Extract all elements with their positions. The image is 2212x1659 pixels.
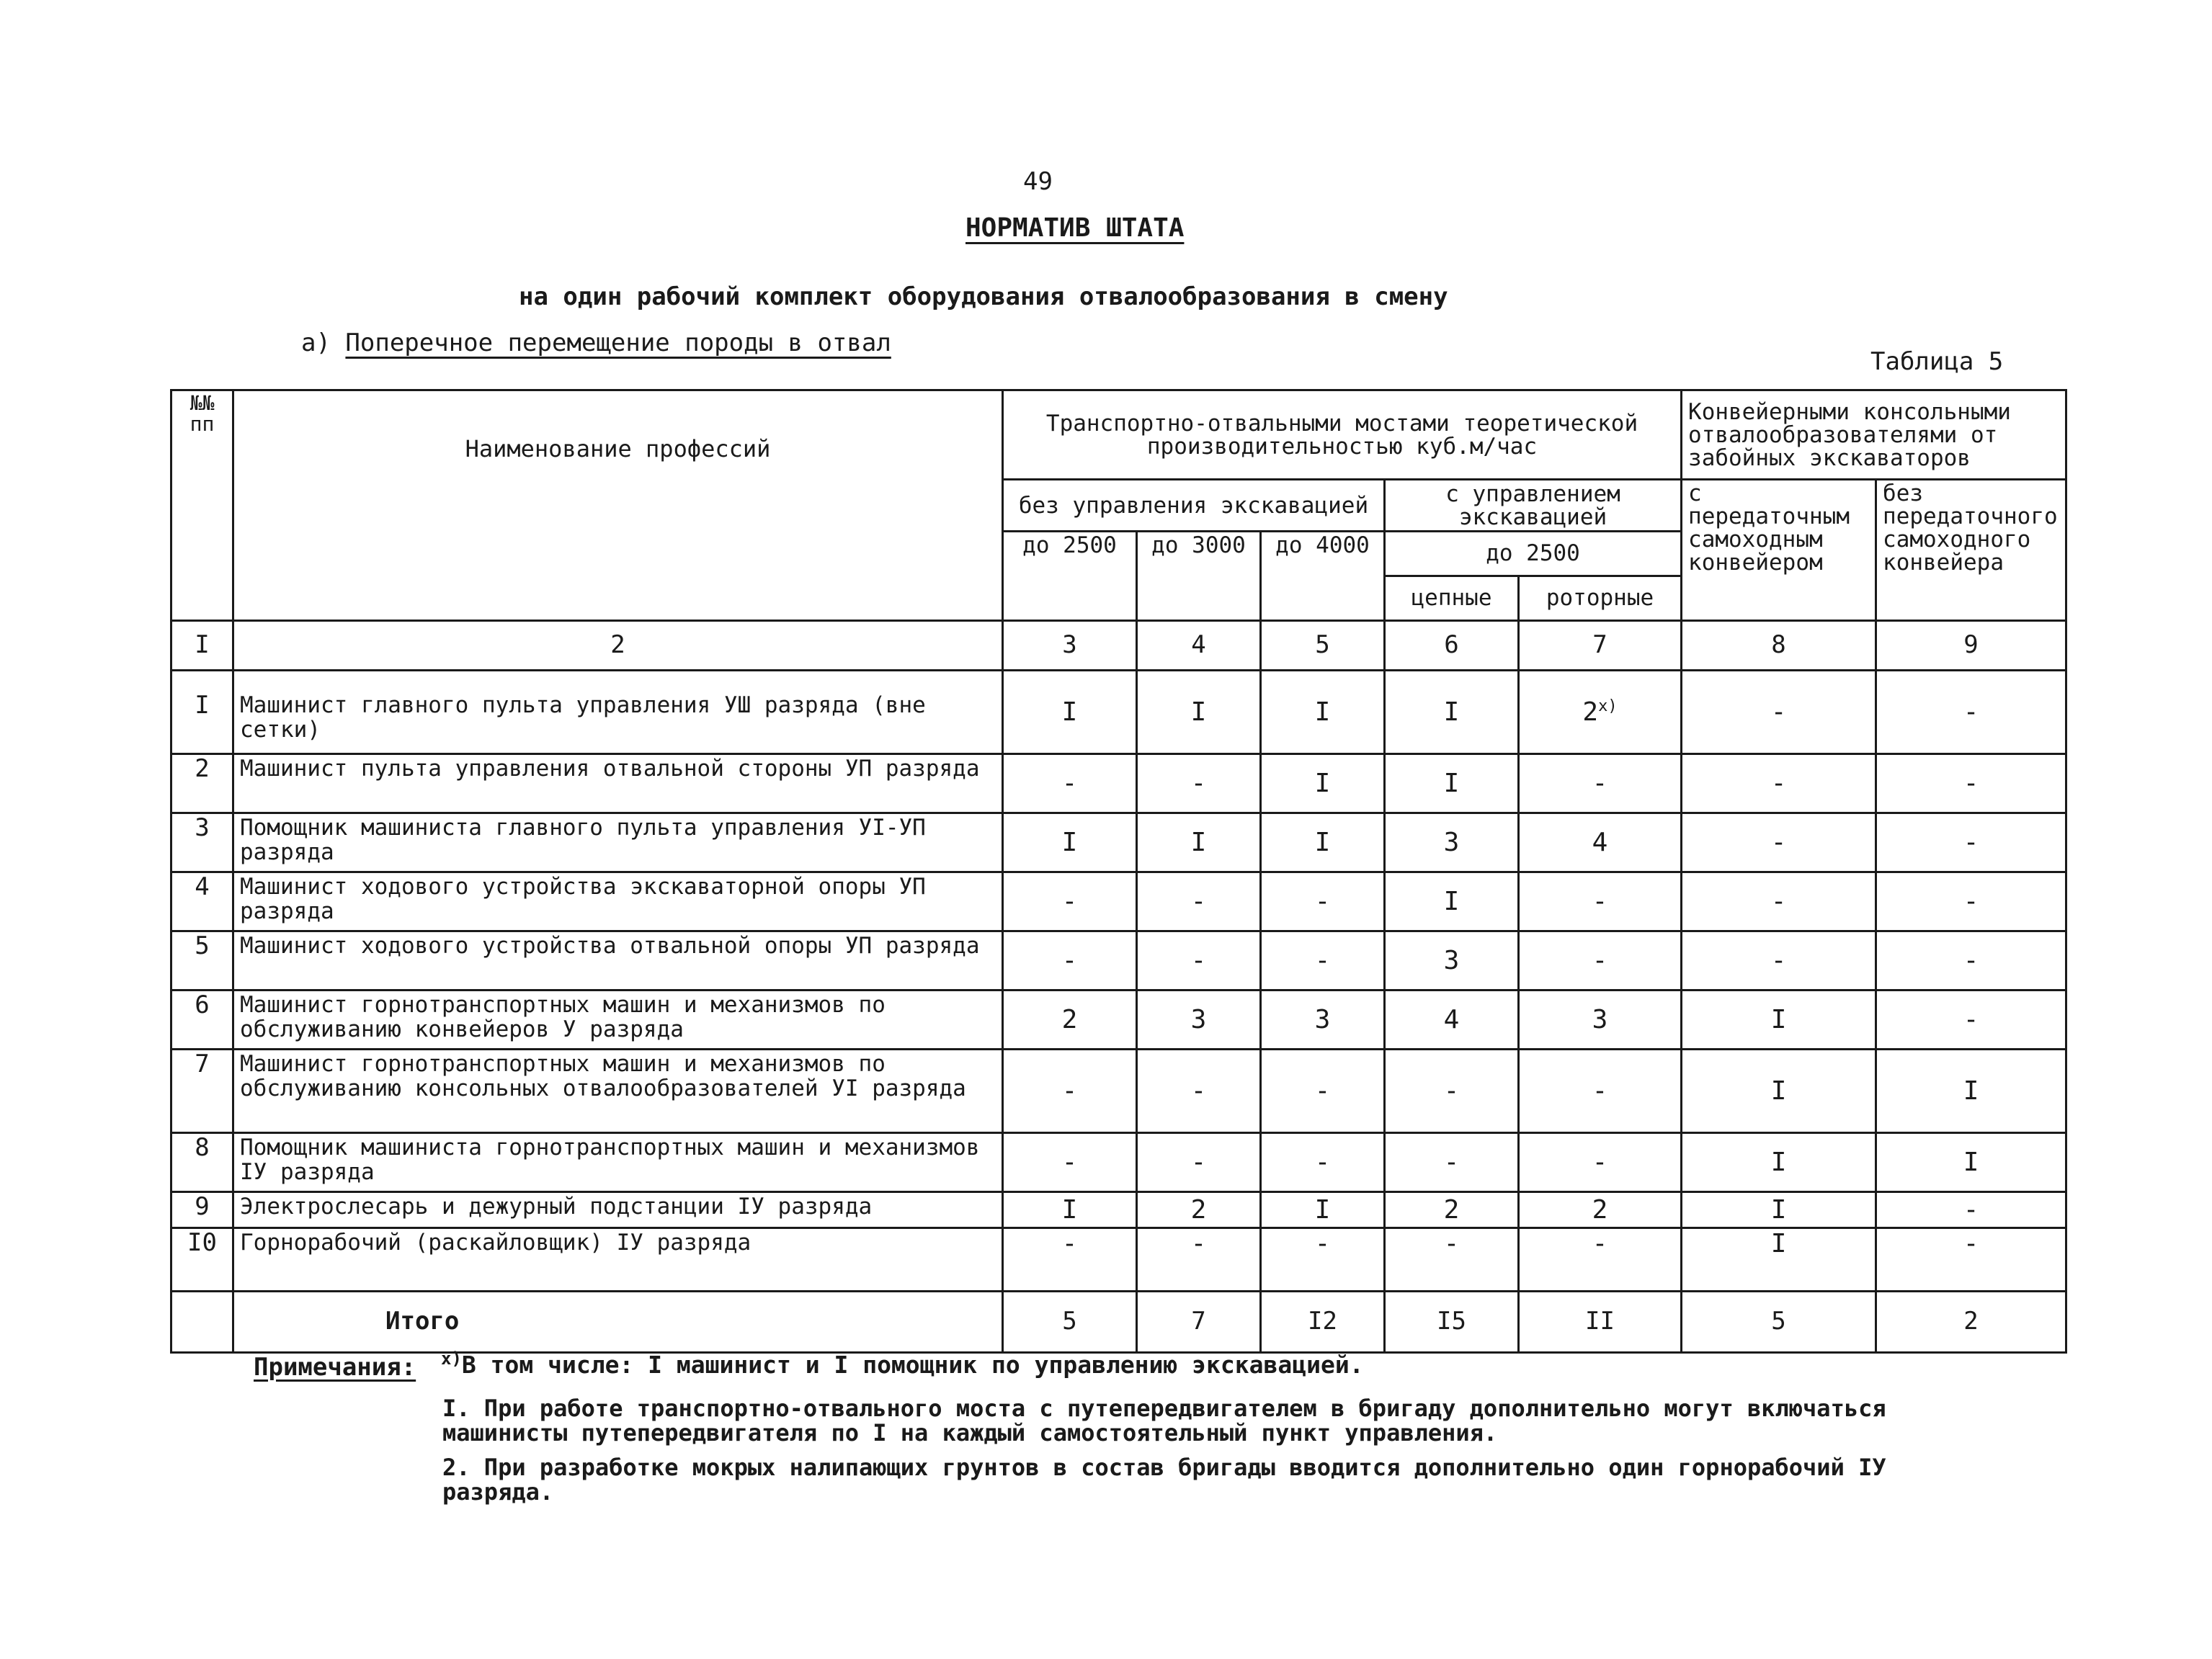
row-number: 2 bbox=[171, 754, 233, 813]
value-cell: - bbox=[1003, 1228, 1137, 1292]
value-cell: 4 bbox=[1385, 991, 1519, 1050]
header-upto-2500: до 2500 bbox=[1003, 532, 1137, 621]
value-cell: I bbox=[1385, 671, 1519, 754]
row-number: 8 bbox=[171, 1133, 233, 1192]
column-number: 6 bbox=[1385, 621, 1519, 671]
value-cell: 3 bbox=[1385, 931, 1519, 991]
total-value: I5 bbox=[1385, 1292, 1519, 1353]
footnote-mark: x) bbox=[1598, 697, 1618, 716]
header-with-control: с управлением экскавацией bbox=[1385, 480, 1682, 532]
page-number: 49 bbox=[1023, 167, 1053, 196]
column-number: 3 bbox=[1003, 621, 1137, 671]
column-number: 7 bbox=[1519, 621, 1682, 671]
value-cell: - bbox=[1876, 931, 2066, 991]
document-subtitle: на один рабочий комплект оборудования отвалообразования в смену bbox=[519, 282, 1448, 311]
value-cell: - bbox=[1876, 872, 2066, 931]
value-cell: - bbox=[1137, 1133, 1261, 1192]
table-row bbox=[171, 754, 2066, 813]
profession-name: Машинист ходового устройства отвальной опоры УП разряда bbox=[233, 931, 1003, 991]
row-number: 4 bbox=[171, 872, 233, 931]
value-cell: - bbox=[1876, 991, 2066, 1050]
value-cell: I bbox=[1261, 1192, 1385, 1228]
value-cell: - bbox=[1261, 931, 1385, 991]
value-cell: I bbox=[1003, 1192, 1137, 1228]
value-cell: I bbox=[1261, 671, 1385, 754]
table-label: Таблица 5 bbox=[1870, 347, 2004, 376]
document-title: НОРМАТИВ ШТАТА bbox=[965, 213, 1185, 243]
value-cell: - bbox=[1519, 1228, 1682, 1292]
total-value: 2 bbox=[1876, 1292, 2066, 1353]
value-cell: I bbox=[1137, 671, 1261, 754]
value-cell: - bbox=[1519, 754, 1682, 813]
table-row bbox=[171, 1228, 2066, 1292]
column-number: I bbox=[171, 621, 233, 671]
header-without-transfer: без передаточного самоходного конвейера bbox=[1876, 480, 2066, 621]
row-number: 6 bbox=[171, 991, 233, 1050]
value-cell: - bbox=[1003, 1133, 1137, 1192]
profession-name: Помощник машиниста главного пульта управления УI-УП разряда bbox=[233, 813, 1003, 872]
note-footnote-text: В том числе: I машинист и I помощник по управлению экскавацией. bbox=[461, 1351, 1364, 1379]
section-prefix: а) bbox=[301, 328, 346, 357]
value-cell: - bbox=[1003, 1050, 1137, 1133]
value-cell: - bbox=[1261, 1133, 1385, 1192]
row-number: 5 bbox=[171, 931, 233, 991]
column-numbers-row bbox=[171, 621, 2066, 671]
value-cell: - bbox=[1385, 1133, 1519, 1192]
value-cell: - bbox=[1682, 872, 1876, 931]
section-heading bbox=[301, 328, 891, 357]
table-row bbox=[171, 813, 2066, 872]
value-cell: I bbox=[1261, 813, 1385, 872]
header-upto-3000: до 3000 bbox=[1137, 532, 1261, 621]
value-cell: I bbox=[1876, 1133, 2066, 1192]
header-with-transfer: с передаточным самоходным конвейером bbox=[1682, 480, 1876, 621]
total-value: 5 bbox=[1003, 1292, 1137, 1353]
value-cell: - bbox=[1519, 1050, 1682, 1133]
value-cell: 3 bbox=[1519, 991, 1682, 1050]
total-value: I2 bbox=[1261, 1292, 1385, 1353]
header-without-control: без управления экскавацией bbox=[1003, 480, 1385, 532]
value-cell: I bbox=[1682, 991, 1876, 1050]
table-row bbox=[171, 872, 2066, 931]
value-cell: - bbox=[1003, 872, 1137, 931]
value-cell: I bbox=[1385, 872, 1519, 931]
value-cell: - bbox=[1137, 754, 1261, 813]
value-cell: - bbox=[1519, 1133, 1682, 1192]
value-cell: - bbox=[1876, 813, 2066, 872]
value-cell: - bbox=[1137, 1050, 1261, 1133]
value-cell: I bbox=[1003, 671, 1137, 754]
value-cell: I bbox=[1682, 1133, 1876, 1192]
value-cell: 3 bbox=[1261, 991, 1385, 1050]
value-cell: - bbox=[1876, 671, 2066, 754]
profession-name: Машинист пульта управления отвальной стороны УП разряда bbox=[233, 754, 1003, 813]
column-number: 5 bbox=[1261, 621, 1385, 671]
profession-name: Машинист ходового устройства экскаваторной опоры УП разряда bbox=[233, 872, 1003, 931]
total-label: Итого bbox=[233, 1292, 1003, 1353]
column-number: 4 bbox=[1137, 621, 1261, 671]
value-cell: I bbox=[1385, 754, 1519, 813]
note-2: 2. При разработке мокрых налипающих грунтов в состав бригады вводится дополнительно один горнорабочий IУ разряда. bbox=[442, 1454, 1886, 1506]
value-cell: - bbox=[1682, 813, 1876, 872]
value-cell: 2 bbox=[1385, 1192, 1519, 1228]
note-1: I. При работе транспортно-отвального моста с путепередвигателем в бригаду дополнительно могут включаться машинисты путепередвигателя по I на каждый самостоятельный пункт управления. bbox=[442, 1395, 1886, 1446]
value-cell: 3 bbox=[1385, 813, 1519, 872]
section-title: Поперечное перемещение породы в отвал bbox=[345, 328, 891, 357]
value-cell: I bbox=[1682, 1050, 1876, 1133]
total-empty-cell bbox=[171, 1292, 233, 1353]
profession-name: Машинист главного пульта управления УШ разряда (вне сетки) bbox=[233, 671, 1003, 754]
value-cell: - bbox=[1385, 1228, 1519, 1292]
value-cell: I bbox=[1003, 813, 1137, 872]
table-row bbox=[171, 1050, 2066, 1133]
value-cell: - bbox=[1137, 931, 1261, 991]
header-rotor: роторные bbox=[1519, 576, 1682, 621]
profession-name: Горнорабочий (раскайловщик) IУ разряда bbox=[233, 1228, 1003, 1292]
value-cell: - bbox=[1682, 931, 1876, 991]
total-value: II bbox=[1519, 1292, 1682, 1353]
value-cell: - bbox=[1876, 754, 2066, 813]
row-number: 7 bbox=[171, 1050, 233, 1133]
value-cell: 3 bbox=[1137, 991, 1261, 1050]
header-upto-2500-b: до 2500 bbox=[1385, 532, 1682, 576]
value-cell: - bbox=[1519, 872, 1682, 931]
value-cell: I bbox=[1682, 1192, 1876, 1228]
header-chain: цепные bbox=[1385, 576, 1519, 621]
table-row bbox=[171, 671, 2066, 754]
table-row bbox=[171, 1192, 2066, 1228]
value-text: 2 bbox=[1582, 697, 1599, 728]
note-footnote-mark: x) bbox=[441, 1349, 462, 1369]
column-number: 8 bbox=[1682, 621, 1876, 671]
profession-name: Помощник машиниста горнотранспортных машин и механизмов IУ разряда bbox=[233, 1133, 1003, 1192]
value-cell: I bbox=[1876, 1050, 2066, 1133]
value-cell: - bbox=[1682, 754, 1876, 813]
profession-name: Электрослесарь и дежурный подстанции IУ разряда bbox=[233, 1192, 1003, 1228]
header-upto-4000: до 4000 bbox=[1261, 532, 1385, 621]
row-number: 9 bbox=[171, 1192, 233, 1228]
value-cell: - bbox=[1003, 754, 1137, 813]
table-row bbox=[171, 991, 2066, 1050]
value-cell: - bbox=[1876, 1192, 2066, 1228]
value-cell: - bbox=[1519, 931, 1682, 991]
value-cell: - bbox=[1385, 1050, 1519, 1133]
value-cell: 4 bbox=[1519, 813, 1682, 872]
total-value: 5 bbox=[1682, 1292, 1876, 1353]
notes-label: Примечания: bbox=[254, 1353, 416, 1382]
header-bridges-group: Транспортно-отвальными мостами теоретической производительностью куб.м/час bbox=[1003, 390, 1682, 480]
value-cell-with-footnote bbox=[1519, 671, 1682, 754]
header-conveyor-group: Конвейерными консольными отвалообразователями от забойных экскаваторов bbox=[1682, 390, 2066, 480]
header-num: №№ пп bbox=[171, 390, 233, 621]
column-number: 9 bbox=[1876, 621, 2066, 671]
value-cell: - bbox=[1137, 872, 1261, 931]
row-number: I0 bbox=[171, 1228, 233, 1292]
header-profession: Наименование профессий bbox=[233, 390, 1003, 621]
value-cell: - bbox=[1261, 1228, 1385, 1292]
total-row bbox=[171, 1292, 2066, 1353]
value-cell: - bbox=[1003, 931, 1137, 991]
profession-name: Машинист горнотранспортных машин и механизмов по обслуживанию консольных отвалообразователей УI разряда bbox=[233, 1050, 1003, 1133]
value-cell: - bbox=[1876, 1228, 2066, 1292]
value-cell: I bbox=[1261, 754, 1385, 813]
value-cell: 2 bbox=[1519, 1192, 1682, 1228]
table-row bbox=[171, 931, 2066, 991]
value-cell: - bbox=[1682, 671, 1876, 754]
value-cell: - bbox=[1261, 1050, 1385, 1133]
profession-name: Машинист горнотранспортных машин и механизмов по обслуживанию конвейеров У разряда bbox=[233, 991, 1003, 1050]
value-cell: 2 bbox=[1137, 1192, 1261, 1228]
staff-norm-table bbox=[170, 389, 2067, 1354]
table-row bbox=[171, 1133, 2066, 1192]
value-cell: - bbox=[1261, 872, 1385, 931]
value-cell: 2 bbox=[1003, 991, 1137, 1050]
value-cell: I bbox=[1682, 1228, 1876, 1292]
value-cell: I bbox=[1137, 813, 1261, 872]
column-number: 2 bbox=[233, 621, 1003, 671]
total-value: 7 bbox=[1137, 1292, 1261, 1353]
row-number: 3 bbox=[171, 813, 233, 872]
value-cell: - bbox=[1137, 1228, 1261, 1292]
note-footnote bbox=[441, 1349, 1364, 1379]
row-number: I bbox=[171, 671, 233, 754]
